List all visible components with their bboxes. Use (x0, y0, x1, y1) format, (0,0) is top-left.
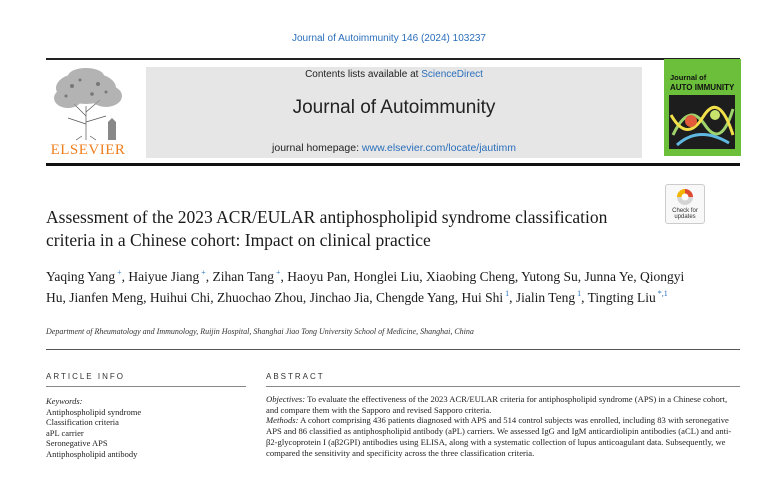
check-updates-label (666, 208, 704, 220)
contents-prefix: Contents lists available at (305, 69, 422, 80)
keywords-label: Keywords: (46, 396, 83, 406)
author-name-text: Junna Ye (584, 269, 634, 284)
author-name[interactable] (150, 290, 210, 305)
author-name[interactable] (516, 290, 581, 305)
author-name[interactable] (376, 290, 455, 305)
author-name-text: Huihui Chi (149, 290, 211, 305)
badge-line2: updates (674, 214, 696, 220)
author-list: Yaqing Yang +, Haiyue Jiang +, Zihan Tang +, Haoyu Pan, Honglei Liu, Xiaobing Cheng, Yutong Su, Junna Ye, Qiongyi Hu, Jianfen Meng, Huihui Chi, Zhuochao Zhou, Jinchao Jia, Chengde Yang, Hui Shi $^1$, Jialin Teng $^1$, Tingting Liu $^{*,1}$ (46, 268, 685, 305)
figure-shape (108, 118, 116, 140)
badge-line1: Check for (672, 208, 698, 214)
affiliation: Department of Rheumatology and Immunology, Ruijin Hospital, Shanghai Jiao Tong University School of Medicine, Shanghai, China (46, 327, 474, 336)
author-footnote-mark[interactable]: *,1 (655, 289, 668, 298)
cover-artwork-icon (669, 95, 735, 149)
author-footnote-mark[interactable]: + (273, 268, 281, 277)
author-name-text: Zhuochao Zhou (217, 290, 303, 305)
article-info-rule (46, 386, 246, 387)
elsevier-tree-icon (46, 66, 130, 142)
author-footnote-mark[interactable]: + (115, 268, 122, 277)
objectives-label: Objectives: (266, 394, 306, 404)
author-name-text: Jialin Teng (515, 290, 576, 305)
author-name[interactable] (69, 290, 143, 305)
author-name-text: Yutong Su (521, 269, 578, 284)
cover-line2: AUTO IMMUNITY (670, 83, 735, 92)
author-name[interactable] (426, 269, 515, 284)
author-name-text: Jinchao Jia (309, 290, 370, 305)
journal-cover-thumbnail[interactable] (664, 59, 741, 156)
author-name[interactable] (521, 269, 578, 284)
top-divider (46, 58, 740, 60)
check-updates-icon (666, 185, 704, 207)
author-name[interactable] (310, 290, 370, 305)
author-name-text: Zihan Tang (212, 269, 274, 284)
author-name-text: Jianfen Meng (69, 290, 144, 305)
abstract-methods (266, 415, 740, 458)
article-info-heading: ARTICLE INFO (46, 372, 125, 381)
author-name[interactable] (287, 269, 347, 284)
keyword-item[interactable]: Seronegative APS (46, 438, 108, 448)
author-name-text: Xiaobing Cheng (425, 269, 515, 284)
journal-title[interactable]: Journal of Autoimmunity (292, 97, 496, 118)
elsevier-logo[interactable] (46, 66, 130, 160)
cover-line1: Journal of (670, 73, 707, 82)
keyword-item[interactable]: Antiphospholipid antibody (46, 448, 138, 459)
author-name[interactable] (354, 269, 420, 284)
author-name-text: Tingting Liu (587, 290, 656, 305)
section-divider (46, 349, 740, 350)
contents-line (146, 69, 642, 80)
author-name-text: Chengde Yang (375, 290, 455, 305)
author-name[interactable] (217, 290, 303, 305)
author-name[interactable] (213, 269, 281, 284)
elsevier-wordmark: ELSEVIER (50, 142, 126, 158)
journal-banner (146, 67, 642, 158)
keywords-block (46, 396, 246, 459)
author-footnote-mark[interactable]: 1 (575, 289, 582, 298)
author-name-text: Yaqing Yang (46, 269, 116, 284)
abstract-rule (266, 386, 740, 387)
author-name-text: Hui Shi (461, 290, 504, 305)
keyword-item[interactable]: Classification criteria (46, 417, 119, 427)
author-name-text: Qiongyi Hu (46, 269, 685, 305)
author-name[interactable] (585, 269, 634, 284)
abstract-body (266, 394, 740, 458)
methods-label: Methods: (266, 415, 299, 426)
author-name[interactable] (128, 269, 205, 284)
abstract-objectives (266, 394, 740, 415)
journal-citation[interactable]: Journal of Autoimmunity 146 (2024) 103237 (291, 33, 486, 44)
keyword-item[interactable]: Antiphospholipid syndrome (46, 406, 142, 417)
article-title: Assessment of the 2023 ACR/EULAR antiphospholipid syndrome classification criteria in a Chinese cohort: Impact on clinical practice (46, 207, 608, 250)
homepage-prefix: journal homepage: (272, 142, 362, 154)
author-name-text: Haiyue Jiang (128, 269, 200, 284)
sciencedirect-link[interactable]: ScienceDirect (421, 69, 483, 80)
author-name-text: Honglei Liu (353, 269, 420, 284)
check-for-updates-badge[interactable] (665, 184, 705, 224)
author-footnote-mark[interactable]: 1 (503, 289, 510, 298)
author-name-text: Haoyu Pan (287, 269, 347, 284)
author-footnote-mark[interactable]: + (199, 268, 206, 277)
homepage-line (146, 142, 642, 154)
objectives-text: To evaluate the effectiveness of the 2023 ACR/EULAR criteria for antiphospholipid syndrome (APS) in a Chinese cohort, and compare them with the Sapporo and revised Sapporo criteria. (266, 394, 728, 415)
author-name[interactable] (46, 269, 122, 284)
methods-text: A cohort comprising 436 patients diagnosed with APS and 514 control subjects was enrolled, including 83 with seronegative APS and 86 classified as antiphospholipid antibody (aPL) carriers. We assessed IgG and IgM anticardiolipin antibodies (aCL) and anti-β2-glycoprotein I (aβ2GPI) antibodies using ELISA, along with a systematic collection of lupus anticoagulant data. Subsequently, we compared the sensitivity and specificity across the three classification criteria. (266, 415, 732, 458)
author-name[interactable] (462, 290, 510, 305)
keyword-item[interactable]: aPL carrier (46, 427, 84, 438)
author-name[interactable] (588, 290, 668, 305)
header-divider (46, 163, 740, 166)
abstract-heading: ABSTRACT (266, 372, 325, 381)
journal-homepage-link[interactable]: www.elsevier.com/locate/jautimm (361, 142, 516, 154)
